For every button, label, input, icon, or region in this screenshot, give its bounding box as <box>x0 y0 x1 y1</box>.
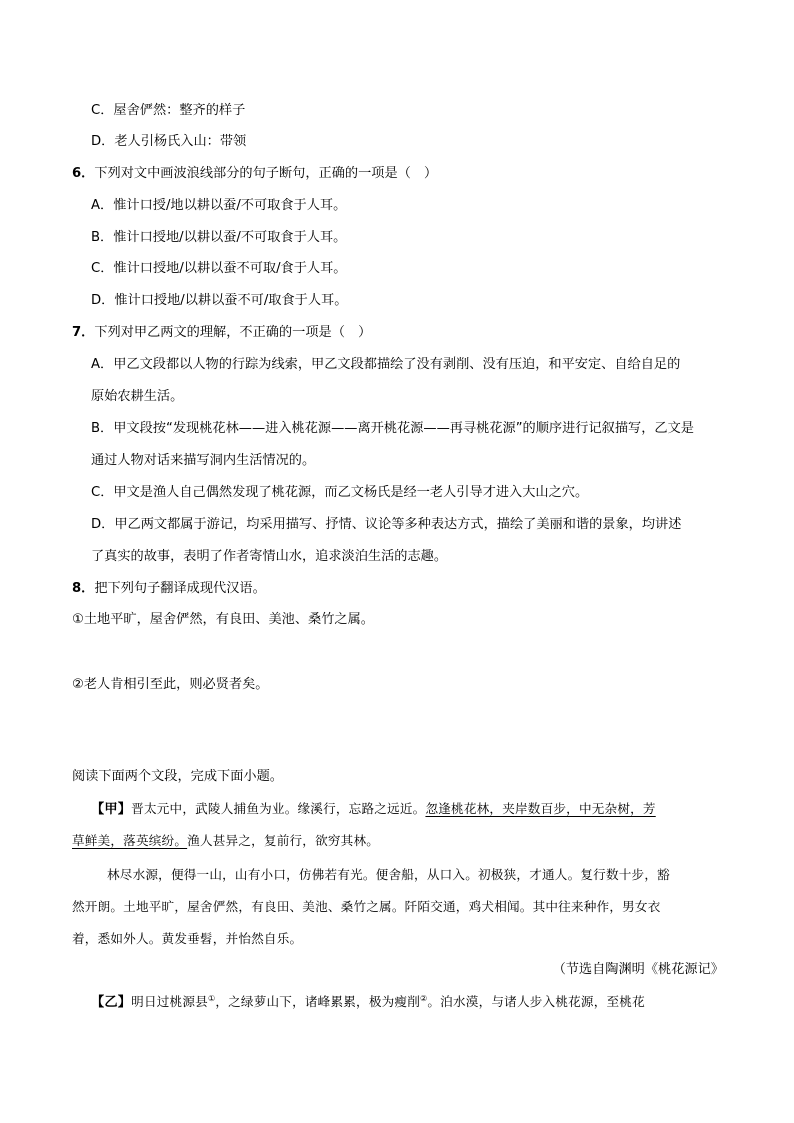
q5-option-c <box>91 102 245 120</box>
option-letter: C． <box>91 103 114 118</box>
passage-jia-p2-line2: 然开朗。土地平旷，屋舍俨然，有良田、美池、桑竹之属。阡陌交通，鸡犬相闻。其中往来种作，男女衣 <box>72 899 661 914</box>
q8-sentence-1: ①土地平旷，屋舍俨然，有良田、美池、桑竹之属。 <box>72 612 374 627</box>
passage-tag-yi: 【乙】 <box>91 995 132 1010</box>
reading-intro: 阅读下面两个文段，完成下面小题。 <box>72 769 283 784</box>
question-text: 下列对文中画波浪线部分的句子断句，正确的一项是（ ） <box>94 166 438 181</box>
passage-source: （节选自陶渊明《桃花源记》 <box>552 962 724 977</box>
q7-option-c <box>91 484 588 502</box>
question-text: 下列对甲乙两文的理解，不正确的一项是（ ） <box>94 325 372 340</box>
footnote-marker: ① <box>207 993 216 1003</box>
option-text: 惟计口授/地以耕以蚕/不可取食于人耳。 <box>113 198 347 213</box>
question-number: 8． <box>72 581 95 596</box>
passage-jia-line1 <box>91 800 656 819</box>
passage-jia-p2-line1: 林尽水源，便得一山，山有小口，仿佛若有光。便舍船，从口入。初极狭，才通人。复行数十步，豁 <box>107 867 670 882</box>
passage-jia-p2-line3: 着，悉如外人。黄发垂髫，并怡然自乐。 <box>72 931 303 946</box>
passage-text: ，之绿萝山下，诸峰累累，极为瘦削 <box>215 994 421 1009</box>
option-text: 惟计口授地/以耕以蚕不可/取食于人耳。 <box>114 293 348 308</box>
passage-tag-jia: 【甲】 <box>91 802 132 817</box>
q7-stem <box>72 324 371 342</box>
q6-stem <box>72 165 437 183</box>
q7-option-d-line1 <box>91 516 681 534</box>
wavy-underlined-text: 忽逢桃花林，夹岸数百步，中无杂树，芳 <box>425 801 656 816</box>
question-text: 把下列句子翻译成现代汉语。 <box>94 581 266 596</box>
q6-option-c <box>91 260 346 278</box>
q8-stem <box>72 580 266 598</box>
question-number: 6． <box>72 166 95 181</box>
passage-jia-line2 <box>72 832 379 850</box>
q6-option-a <box>91 197 346 215</box>
option-letter: C． <box>91 261 114 276</box>
wavy-underlined-text: 草鲜美，落英缤纷。 <box>72 833 188 848</box>
option-text: 惟计口授地/以耕以蚕不可取/食于人耳。 <box>113 261 347 276</box>
q8-sentence-2: ②老人肯相引至此，则必贤者矣。 <box>72 677 269 692</box>
option-letter: B． <box>91 230 114 245</box>
q5-option-d <box>91 133 246 151</box>
q7-option-b-line1 <box>91 420 694 438</box>
passage-text: 晋太元中，武陵人捕鱼为业。缘溪行，忘路之远近。 <box>131 801 426 816</box>
option-letter: B． <box>91 421 114 436</box>
q7-option-a-line1 <box>91 356 680 374</box>
question-number: 7． <box>72 325 95 340</box>
passage-text: 。泊水漠，与诸人步入桃花源，至桃花 <box>427 994 645 1009</box>
q6-option-b <box>91 229 346 247</box>
option-letter: A． <box>91 357 114 372</box>
option-text: 惟计口授地/以耕以蚕/不可取食于人耳。 <box>113 230 347 245</box>
q7-option-d-line2: 了真实的故事，表明了作者寄情山水，追求淡泊生活的志趣。 <box>91 549 448 564</box>
passage-text: 明日过桃源县 <box>131 994 208 1009</box>
q7-option-b-line2: 通过人物对话来描写洞内生活情况的。 <box>91 453 316 468</box>
passage-text: 渔人甚异之，复前行，欲穷其林。 <box>187 833 380 848</box>
footnote-marker: ② <box>420 993 428 1003</box>
option-letter: D． <box>91 293 115 308</box>
option-letter: D． <box>91 517 115 532</box>
option-letter: C． <box>91 485 114 500</box>
option-text: 屋舍俨然：整齐的样子 <box>113 103 246 118</box>
option-letter: D． <box>91 134 115 149</box>
option-text: 甲乙文段都以人物的行踪为线索，甲乙文段都描绘了没有剥削、没有压迫，和平安定、自给自足的 <box>113 357 681 372</box>
q6-option-d <box>91 292 347 310</box>
option-text: 甲文是渔人自己偶然发现了桃花源，而乙文杨氏是经一老人引导才进入大山之穴。 <box>113 485 589 500</box>
option-letter: A． <box>91 198 114 213</box>
q7-option-a-line2: 原始农耕生活。 <box>91 389 184 404</box>
option-text: 老人引杨氏入山：带领 <box>114 134 247 149</box>
option-text: 甲乙两文都属于游记，均采用描写、抒情、议论等多种表达方式，描绘了美丽和谐的景象，均讲述 <box>114 517 682 532</box>
passage-yi-line1 <box>91 993 645 1012</box>
option-text: 甲文段按“发现桃花林——进入桃花源——离开桃花源——再寻桃花源”的顺序进行记叙描写，乙文是 <box>113 421 694 436</box>
